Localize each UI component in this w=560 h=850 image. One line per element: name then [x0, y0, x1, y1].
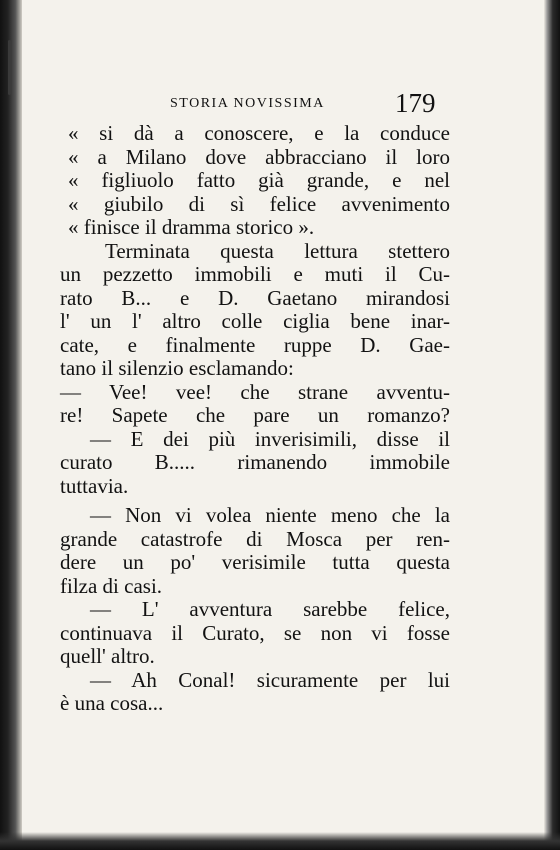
page-crease-mark [8, 40, 11, 95]
text-line: « a Milano dove abbracciano il loro [68, 144, 450, 169]
page-number: 179 [395, 88, 436, 118]
text-line: un pezzetto immobili e muti il Cu- [60, 262, 450, 286]
text-line: re! Sapete che pare un romanzo? [60, 403, 450, 427]
text-line: « finisce il dramma storico ». [68, 215, 315, 239]
text-line: — E dei più inverisimili, disse il [90, 426, 450, 451]
text-line: curato B..... rimanendo immobile [60, 450, 450, 474]
page-edge-shadow-right [544, 0, 560, 850]
text-line: continuava il Curato, se non vi fosse [60, 620, 450, 645]
body-text [60, 122, 450, 716]
text-line: « si dà a conoscere, e la conduce [68, 121, 450, 145]
text-line: tano il silenzio esclamando: [60, 356, 294, 380]
page-edge-shadow-bottom [0, 832, 560, 850]
running-head: STORIA NOVISSIMA [170, 96, 325, 111]
text-line: dere un po' verisimile tutta questa [60, 550, 450, 574]
text-line: — Vee! vee! che strane avventu- [60, 379, 450, 404]
text-line: tuttavia. [60, 473, 129, 498]
text-line: è una cosa... [60, 691, 164, 715]
binding-shadow-left [0, 0, 22, 850]
text-line: — L' avventura sarebbe felice, [90, 597, 450, 621]
text-line: l' un l' altro colle ciglia bene inar- [60, 309, 450, 333]
text-line: Terminata questa lettura stettero [105, 238, 450, 263]
text-line: cate, e finalmente ruppe D. Gae- [60, 332, 450, 357]
text-line: filza di casi. [60, 573, 163, 598]
text-line: « giubilo di sì felice avvenimento [68, 191, 450, 216]
text-line: — Ah Conal! sicuramente per lui [90, 667, 450, 692]
text-line: « figliuolo fatto già grande, e nel [68, 168, 450, 192]
text-line: rato B... e D. Gaetano mirandosi [60, 285, 450, 310]
text-line: grande catastrofe di Mosca per ren- [60, 526, 450, 551]
text-line: — Non vi volea niente meno che la [90, 503, 450, 527]
text-line: quell' altro. [60, 644, 155, 668]
